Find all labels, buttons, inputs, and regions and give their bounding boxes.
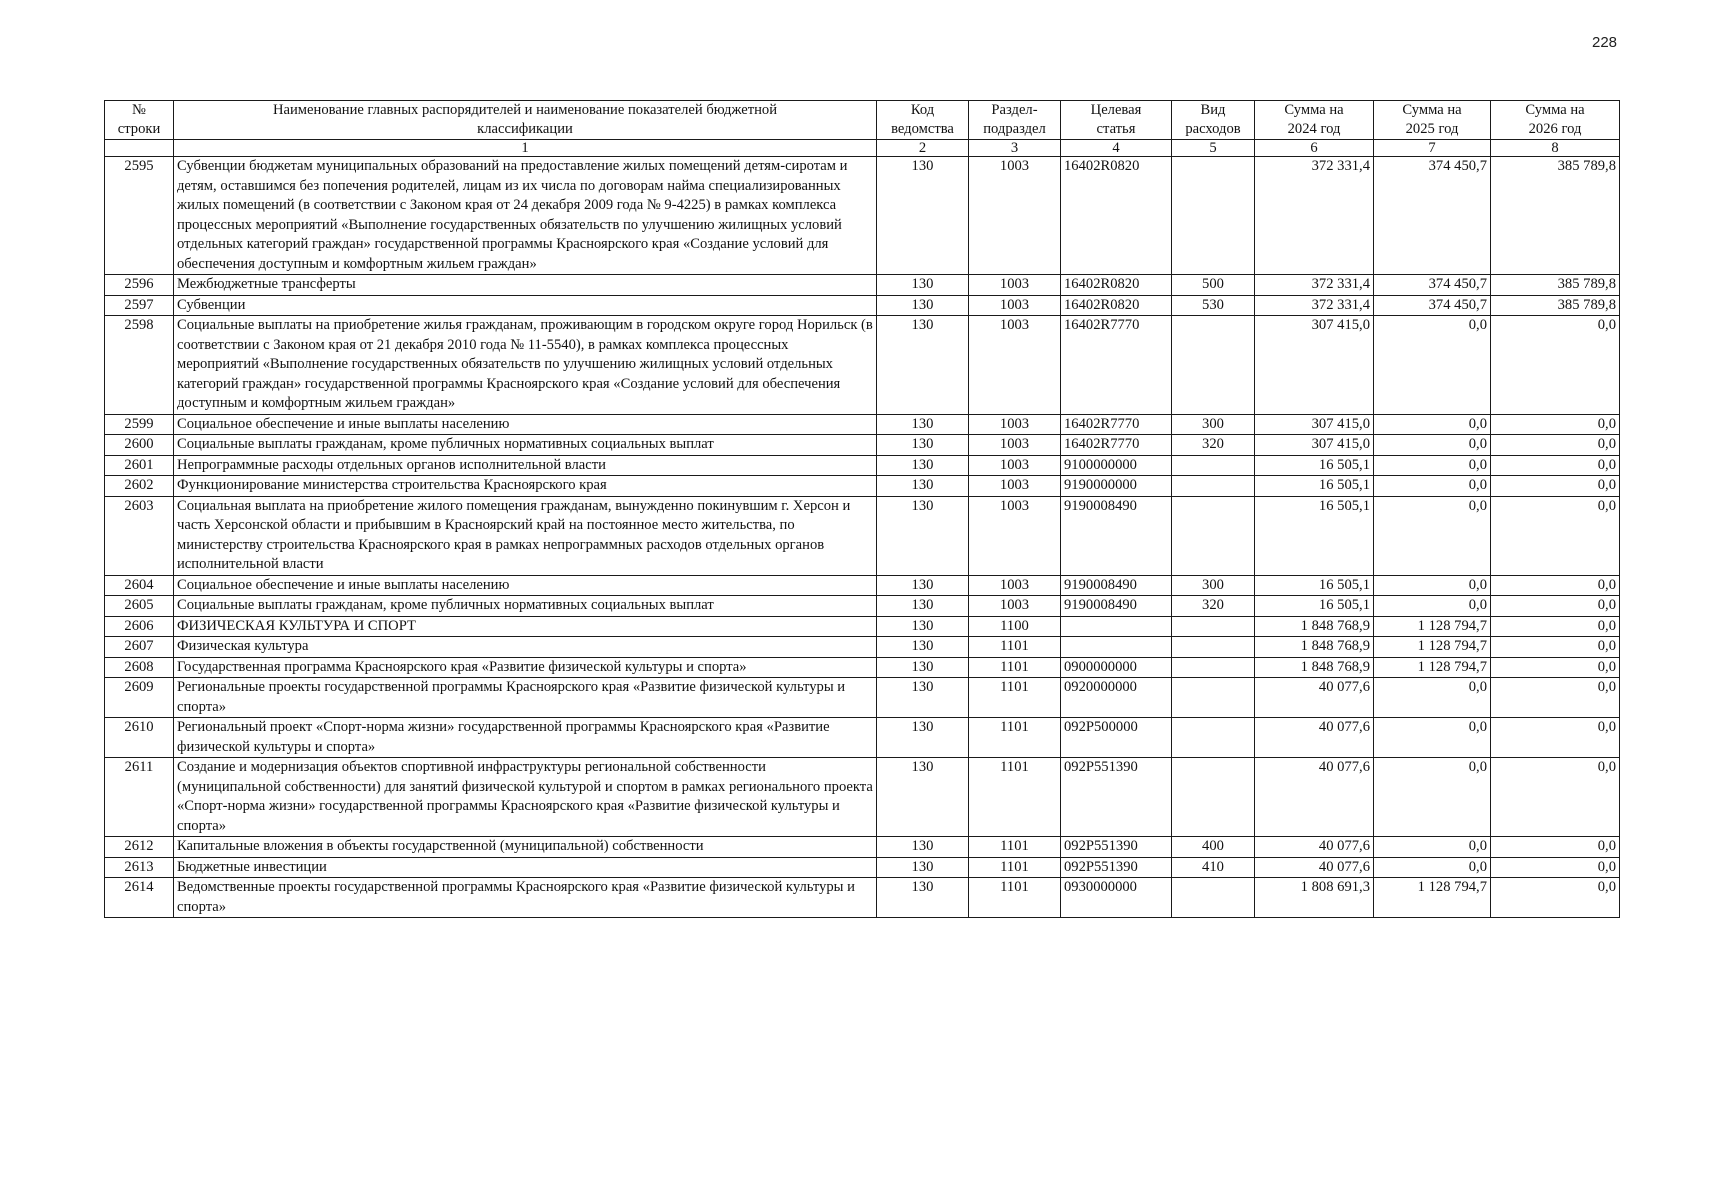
row-number: 2614	[105, 878, 174, 918]
header-expense-type: Вид расходов	[1172, 101, 1255, 140]
sum-2026: 0,0	[1491, 616, 1620, 637]
expense-type	[1172, 476, 1255, 497]
header-sum-2026: Сумма на 2026 год	[1491, 101, 1620, 140]
table-row	[105, 275, 1620, 296]
row-number: 2607	[105, 637, 174, 658]
row-name: Социальные выплаты гражданам, кроме публичных нормативных социальных выплат	[174, 435, 877, 456]
target-article: 092P500000	[1061, 718, 1172, 758]
sum-2025: 0,0	[1374, 718, 1491, 758]
sum-2024: 1 808 691,3	[1255, 878, 1374, 918]
sum-2025: 374 450,7	[1374, 157, 1491, 275]
table-row	[105, 455, 1620, 476]
expense-type: 410	[1172, 857, 1255, 878]
target-article: 16402R7770	[1061, 414, 1172, 435]
row-number: 2602	[105, 476, 174, 497]
expense-type: 530	[1172, 295, 1255, 316]
sum-2024: 40 077,6	[1255, 857, 1374, 878]
sum-2025: 0,0	[1374, 435, 1491, 456]
department-code: 130	[877, 596, 969, 617]
target-article: 9190008490	[1061, 496, 1172, 575]
sum-2026: 0,0	[1491, 455, 1620, 476]
row-number: 2596	[105, 275, 174, 296]
expense-type	[1172, 758, 1255, 837]
row-number: 2612	[105, 837, 174, 858]
table-row	[105, 616, 1620, 637]
row-name: Физическая культура	[174, 637, 877, 658]
table-row	[105, 414, 1620, 435]
sum-2025: 0,0	[1374, 496, 1491, 575]
table-row	[105, 878, 1620, 918]
table-row	[105, 758, 1620, 837]
row-name: Государственная программа Красноярского края «Развитие физической культуры и спорта»	[174, 657, 877, 678]
sum-2025: 0,0	[1374, 316, 1491, 415]
row-name: Бюджетные инвестиции	[174, 857, 877, 878]
sum-2024: 372 331,4	[1255, 157, 1374, 275]
sum-2026: 385 789,8	[1491, 295, 1620, 316]
sum-2026: 0,0	[1491, 678, 1620, 718]
table-body	[105, 157, 1620, 918]
section-code: 1003	[969, 157, 1061, 275]
table-row	[105, 857, 1620, 878]
sum-2026: 0,0	[1491, 718, 1620, 758]
sum-2024: 40 077,6	[1255, 678, 1374, 718]
sum-2025: 374 450,7	[1374, 275, 1491, 296]
sum-2025: 0,0	[1374, 476, 1491, 497]
sum-2026: 0,0	[1491, 837, 1620, 858]
sum-2025: 0,0	[1374, 455, 1491, 476]
sum-2024: 372 331,4	[1255, 295, 1374, 316]
sum-2024: 40 077,6	[1255, 837, 1374, 858]
target-article: 16402R0820	[1061, 295, 1172, 316]
department-code: 130	[877, 275, 969, 296]
sum-2026: 0,0	[1491, 857, 1620, 878]
sum-2026: 0,0	[1491, 637, 1620, 658]
section-code: 1101	[969, 857, 1061, 878]
sum-2026: 0,0	[1491, 878, 1620, 918]
section-code: 1101	[969, 758, 1061, 837]
sum-2026: 0,0	[1491, 596, 1620, 617]
row-number: 2599	[105, 414, 174, 435]
department-code: 130	[877, 316, 969, 415]
target-article: 9190008490	[1061, 575, 1172, 596]
target-article: 092P551390	[1061, 857, 1172, 878]
header-row	[105, 101, 1620, 140]
row-number: 2608	[105, 657, 174, 678]
page-number: 228	[1592, 34, 1618, 51]
row-name: Социальные выплаты на приобретение жилья гражданам, проживающим в городском округе город Норильск (в соответствии с Законом края от 21 декабря 2010 года № 11-5540), в рамках комплекса процессных мероприятий «Выполнение государственных обязательств по улучшению жилищных условий отдельных категорий граждан» государственной программы Красноярского края «Создание условий для обеспечения доступным и комфортным жильем граждан»	[174, 316, 877, 415]
section-code: 1003	[969, 414, 1061, 435]
expense-type	[1172, 316, 1255, 415]
expense-type	[1172, 616, 1255, 637]
sum-2025: 0,0	[1374, 414, 1491, 435]
sum-2025: 0,0	[1374, 596, 1491, 617]
table-row	[105, 637, 1620, 658]
expense-type: 400	[1172, 837, 1255, 858]
section-code: 1003	[969, 496, 1061, 575]
sum-2024: 1 848 768,9	[1255, 616, 1374, 637]
section-code: 1101	[969, 678, 1061, 718]
header-name: Наименование главных распорядителей и наименование показателей бюджетной классификации	[174, 101, 877, 140]
expense-type	[1172, 496, 1255, 575]
section-code: 1101	[969, 637, 1061, 658]
column-index: 1	[174, 140, 877, 157]
row-name: Субвенции бюджетам муниципальных образований на предоставление жилых помещений детям-сиротам и детям, оставшимся без попечения родителей, лицам из их числа по договорам найма специализированных жилых помещений (в соответствии с Законом края от 24 декабря 2009 года № 9-4225) в рамках комплекса процессных мероприятий «Выполнение государственных обязательств по улучшению жилищных условий отдельных категорий граждан» государственной программы Красноярского края «Создание условий для обеспечения доступным и комфортным жильем граждан»	[174, 157, 877, 275]
sum-2025: 0,0	[1374, 575, 1491, 596]
section-code: 1003	[969, 596, 1061, 617]
column-index: 2	[877, 140, 969, 157]
department-code: 130	[877, 435, 969, 456]
row-number: 2595	[105, 157, 174, 275]
expense-type	[1172, 637, 1255, 658]
row-name: Региональный проект «Спорт-норма жизни» государственной программы Красноярского края «Развитие физической культуры и спорта»	[174, 718, 877, 758]
sum-2024: 40 077,6	[1255, 758, 1374, 837]
expense-type	[1172, 157, 1255, 275]
table-row	[105, 476, 1620, 497]
table-row	[105, 718, 1620, 758]
sum-2024: 372 331,4	[1255, 275, 1374, 296]
column-index: 7	[1374, 140, 1491, 157]
sum-2024: 307 415,0	[1255, 316, 1374, 415]
sum-2024: 40 077,6	[1255, 718, 1374, 758]
row-name: Региональные проекты государственной программы Красноярского края «Развитие физической культуры и спорта»	[174, 678, 877, 718]
target-article: 092P551390	[1061, 837, 1172, 858]
sum-2026: 0,0	[1491, 657, 1620, 678]
sum-2026: 0,0	[1491, 414, 1620, 435]
column-index: 6	[1255, 140, 1374, 157]
sum-2025: 1 128 794,7	[1374, 878, 1491, 918]
column-index: 3	[969, 140, 1061, 157]
sum-2025: 1 128 794,7	[1374, 637, 1491, 658]
sum-2025: 1 128 794,7	[1374, 616, 1491, 637]
row-name: Функционирование министерства строительства Красноярского края	[174, 476, 877, 497]
section-code: 1003	[969, 275, 1061, 296]
row-name: Социальное обеспечение и иные выплаты населению	[174, 575, 877, 596]
department-code: 130	[877, 878, 969, 918]
row-number: 2606	[105, 616, 174, 637]
section-code: 1100	[969, 616, 1061, 637]
section-code: 1003	[969, 435, 1061, 456]
row-number: 2604	[105, 575, 174, 596]
row-number: 2600	[105, 435, 174, 456]
target-article: 9190008490	[1061, 596, 1172, 617]
sum-2026: 0,0	[1491, 476, 1620, 497]
target-article	[1061, 637, 1172, 658]
section-code: 1003	[969, 455, 1061, 476]
table-row	[105, 657, 1620, 678]
row-number: 2597	[105, 295, 174, 316]
sum-2024: 16 505,1	[1255, 575, 1374, 596]
sum-2024: 16 505,1	[1255, 476, 1374, 497]
header-row-number: № строки	[105, 101, 174, 140]
expense-type	[1172, 657, 1255, 678]
target-article: 092P551390	[1061, 758, 1172, 837]
target-article: 9190000000	[1061, 476, 1172, 497]
table-row	[105, 316, 1620, 415]
sum-2025: 1 128 794,7	[1374, 657, 1491, 678]
target-article: 0920000000	[1061, 678, 1172, 718]
table-row	[105, 496, 1620, 575]
table-row	[105, 837, 1620, 858]
row-name: Социальное обеспечение и иные выплаты населению	[174, 414, 877, 435]
sum-2024: 307 415,0	[1255, 435, 1374, 456]
row-number: 2605	[105, 596, 174, 617]
row-name: Ведомственные проекты государственной программы Красноярского края «Развитие физической культуры и спорта»	[174, 878, 877, 918]
column-index: 5	[1172, 140, 1255, 157]
row-number: 2610	[105, 718, 174, 758]
sum-2024: 1 848 768,9	[1255, 637, 1374, 658]
sum-2024: 16 505,1	[1255, 496, 1374, 575]
department-code: 130	[877, 476, 969, 497]
sum-2024: 1 848 768,9	[1255, 657, 1374, 678]
column-index: 8	[1491, 140, 1620, 157]
row-name: Социальная выплата на приобретение жилого помещения гражданам, вынужденно покинувшим г. Херсон и часть Херсонской области и прибывшим в Красноярский край на постоянное место жительства, по министерству строительства Красноярского края в рамках непрограммных расходов отдельных органов исполнительной власти	[174, 496, 877, 575]
department-code: 130	[877, 837, 969, 858]
sum-2026: 0,0	[1491, 496, 1620, 575]
header-section: Раздел- подраздел	[969, 101, 1061, 140]
sum-2026: 0,0	[1491, 435, 1620, 456]
department-code: 130	[877, 414, 969, 435]
section-code: 1003	[969, 575, 1061, 596]
department-code: 130	[877, 657, 969, 678]
sum-2025: 0,0	[1374, 837, 1491, 858]
target-article: 16402R7770	[1061, 435, 1172, 456]
column-index: 4	[1061, 140, 1172, 157]
section-code: 1101	[969, 878, 1061, 918]
row-name: Капитальные вложения в объекты государственной (муниципальной) собственности	[174, 837, 877, 858]
row-name: Социальные выплаты гражданам, кроме публичных нормативных социальных выплат	[174, 596, 877, 617]
target-article	[1061, 616, 1172, 637]
header-sum-2025: Сумма на 2025 год	[1374, 101, 1491, 140]
expense-type: 320	[1172, 435, 1255, 456]
department-code: 130	[877, 157, 969, 275]
budget-table	[104, 100, 1620, 918]
row-number: 2611	[105, 758, 174, 837]
target-article: 16402R7770	[1061, 316, 1172, 415]
sum-2024: 16 505,1	[1255, 455, 1374, 476]
expense-type: 300	[1172, 575, 1255, 596]
row-number: 2598	[105, 316, 174, 415]
department-code: 130	[877, 678, 969, 718]
department-code: 130	[877, 758, 969, 837]
row-name: ФИЗИЧЕСКАЯ КУЛЬТУРА И СПОРТ	[174, 616, 877, 637]
section-code: 1101	[969, 718, 1061, 758]
section-code: 1003	[969, 316, 1061, 415]
table-row	[105, 157, 1620, 275]
expense-type: 500	[1172, 275, 1255, 296]
sum-2025: 0,0	[1374, 678, 1491, 718]
column-index-row	[105, 140, 1620, 157]
header-sum-2024: Сумма на 2024 год	[1255, 101, 1374, 140]
sum-2026: 0,0	[1491, 575, 1620, 596]
expense-type	[1172, 718, 1255, 758]
department-code: 130	[877, 637, 969, 658]
expense-type	[1172, 678, 1255, 718]
target-article: 16402R0820	[1061, 275, 1172, 296]
sum-2026: 385 789,8	[1491, 275, 1620, 296]
table-row	[105, 575, 1620, 596]
department-code: 130	[877, 455, 969, 476]
row-name: Непрограммные расходы отдельных органов исполнительной власти	[174, 455, 877, 476]
department-code: 130	[877, 718, 969, 758]
sum-2024: 307 415,0	[1255, 414, 1374, 435]
expense-type: 300	[1172, 414, 1255, 435]
table-row	[105, 435, 1620, 456]
target-article: 16402R0820	[1061, 157, 1172, 275]
table-row	[105, 596, 1620, 617]
department-code: 130	[877, 295, 969, 316]
row-name: Субвенции	[174, 295, 877, 316]
sum-2024: 16 505,1	[1255, 596, 1374, 617]
header-target-article: Целевая статья	[1061, 101, 1172, 140]
target-article: 9100000000	[1061, 455, 1172, 476]
department-code: 130	[877, 575, 969, 596]
column-index	[105, 140, 174, 157]
sum-2026: 0,0	[1491, 758, 1620, 837]
header-department-code: Код ведомства	[877, 101, 969, 140]
section-code: 1101	[969, 837, 1061, 858]
target-article: 0900000000	[1061, 657, 1172, 678]
section-code: 1003	[969, 295, 1061, 316]
expense-type: 320	[1172, 596, 1255, 617]
table-header	[105, 101, 1620, 157]
sum-2025: 374 450,7	[1374, 295, 1491, 316]
row-number: 2609	[105, 678, 174, 718]
row-number: 2613	[105, 857, 174, 878]
row-number: 2603	[105, 496, 174, 575]
sum-2026: 385 789,8	[1491, 157, 1620, 275]
sum-2025: 0,0	[1374, 857, 1491, 878]
department-code: 130	[877, 496, 969, 575]
expense-type	[1172, 878, 1255, 918]
row-name: Межбюджетные трансферты	[174, 275, 877, 296]
department-code: 130	[877, 857, 969, 878]
sum-2026: 0,0	[1491, 316, 1620, 415]
section-code: 1003	[969, 476, 1061, 497]
row-number: 2601	[105, 455, 174, 476]
table-row	[105, 295, 1620, 316]
target-article: 0930000000	[1061, 878, 1172, 918]
department-code: 130	[877, 616, 969, 637]
table-row	[105, 678, 1620, 718]
sum-2025: 0,0	[1374, 758, 1491, 837]
section-code: 1101	[969, 657, 1061, 678]
expense-type	[1172, 455, 1255, 476]
row-name: Создание и модернизация объектов спортивной инфраструктуры региональной собственности (муниципальной собственности) для занятий физической культурой и спортом в рамках регионального проекта «Спорт-норма жизни» государственной программы Красноярского края «Развитие физической культуры и спорта»	[174, 758, 877, 837]
